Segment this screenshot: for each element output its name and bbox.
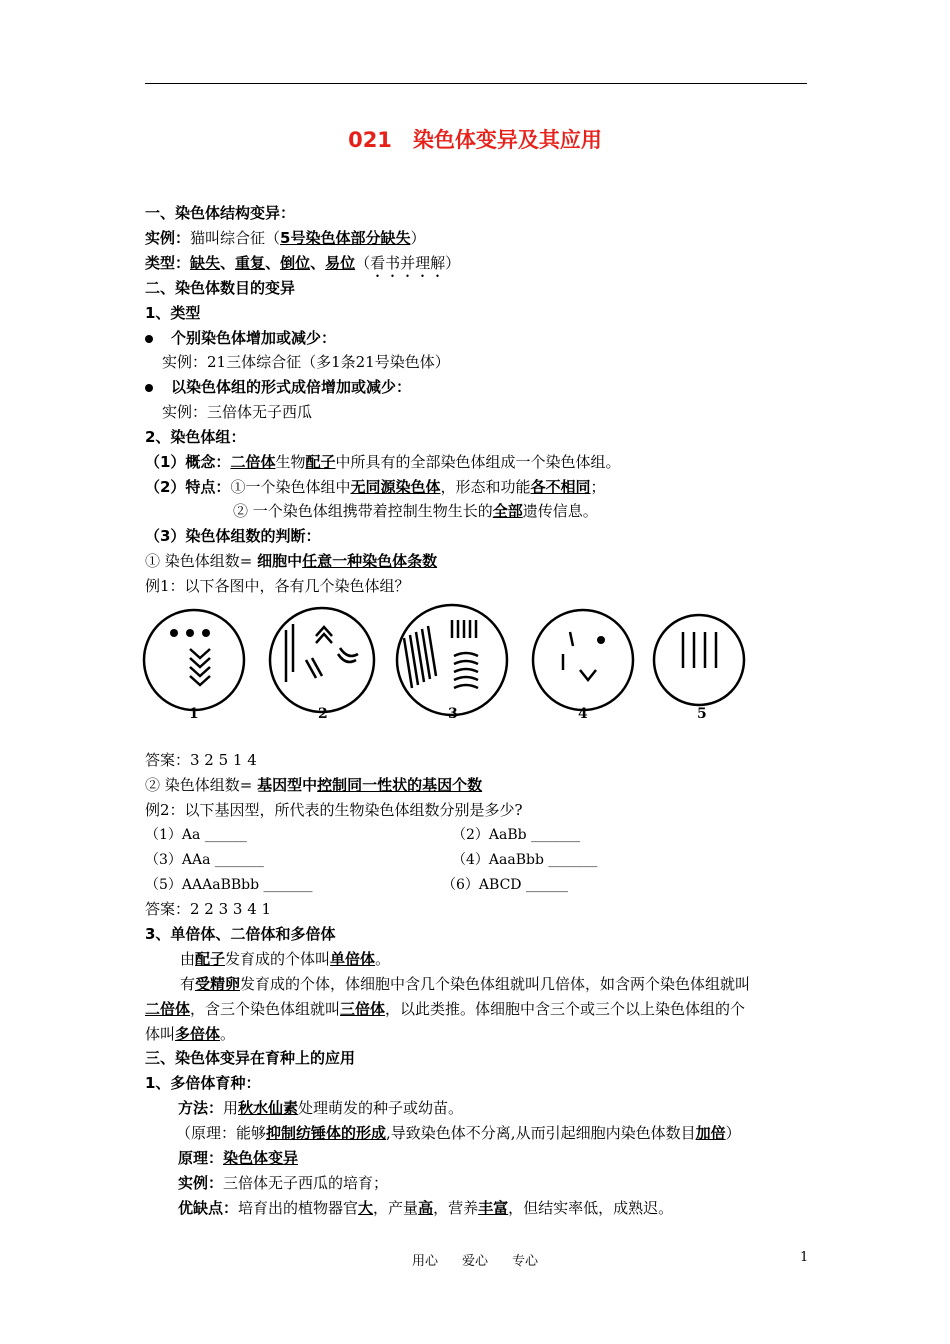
figure-label: 2	[318, 706, 328, 722]
genotype-item: （4）AaaBbb _______	[452, 852, 598, 868]
cell-4-dot	[597, 636, 605, 644]
key-term: 受精卵	[195, 975, 241, 993]
paragraph-line	[145, 999, 745, 1019]
text: ,导致染色体不分离,从而引起细胞内染色体数目	[386, 1124, 696, 1142]
text: 遗传信息。	[522, 502, 598, 520]
cell-2-chromosome	[316, 634, 332, 643]
figure-label: 3	[448, 706, 458, 722]
key-term: 二倍体	[145, 1000, 191, 1018]
page-title: 021 染色体变异及其应用	[348, 128, 602, 152]
key-term: 二倍体	[230, 453, 276, 471]
label: （2）特点：	[145, 478, 231, 496]
genotype-item: （1）Aa ______	[145, 827, 247, 843]
text: ）	[725, 1124, 741, 1142]
text: 由	[180, 950, 196, 968]
bullet-item	[145, 328, 336, 348]
cell-3-chromosome	[454, 677, 478, 680]
bullet-text: 以染色体组的形式成倍增加或减少：	[171, 378, 412, 396]
example-question: 例1：以下各图中，各有几个染色体组？	[145, 577, 410, 595]
footer-word: 用心	[411, 1254, 438, 1269]
bold-text: 细胞中	[257, 552, 303, 570]
cell-4-circle	[533, 610, 633, 710]
separator: 、	[310, 254, 326, 272]
key-term: 配子	[195, 950, 226, 968]
page-number: 1	[800, 1250, 809, 1265]
subheading: 2、染色体组：	[145, 428, 246, 446]
cell-3-chromosome	[454, 669, 478, 672]
text: ，但结实率低，成熟迟。	[508, 1199, 674, 1217]
key-term: 倒位	[280, 254, 311, 272]
key-term: 5号染色体部分缺失	[280, 229, 411, 247]
method-line	[178, 1098, 463, 1118]
text: 培育出的植物器官	[238, 1199, 359, 1217]
text: ② 染色体组数=	[145, 776, 258, 794]
feature-line	[145, 477, 606, 497]
footer-word: 专心	[512, 1254, 539, 1269]
text: 发育成的个体，体细胞中含几个染色体组就叫几倍体，如含两个染色体组就叫	[240, 975, 751, 993]
label: 优缺点：	[178, 1199, 239, 1217]
cell-3-chromosome	[454, 653, 478, 656]
text: ② 一个染色体组携带着控制生物生长的	[233, 502, 493, 520]
text: ；	[590, 478, 606, 496]
section3-heading: 三、染色体变异在育种上的应用	[145, 1049, 356, 1067]
text: 用	[223, 1099, 239, 1117]
key-term: 重复	[235, 254, 266, 272]
paragraph-line	[180, 949, 390, 969]
text: 有	[180, 975, 196, 993]
method-line	[145, 775, 482, 795]
cell-3-chromosome	[454, 685, 478, 688]
key-term: 无同源染色体	[350, 478, 441, 496]
cell-1-chevron	[190, 649, 210, 658]
label: （1）概念：	[145, 453, 231, 471]
bullet-item	[145, 377, 411, 397]
figure-label: 5	[697, 706, 707, 722]
key-term: 高	[418, 1199, 434, 1217]
key-term: 控制同一性状的基因个数	[317, 776, 483, 794]
key-term: 多倍体	[175, 1025, 221, 1043]
text: ，营养	[433, 1199, 479, 1217]
text: ）	[445, 254, 461, 272]
genotype-item: （2）AaBb _______	[452, 827, 581, 843]
cell-2-chromosome	[340, 648, 358, 656]
cell-1-dot	[202, 629, 210, 637]
subheading: 1、类型	[145, 304, 201, 322]
header-rule	[145, 83, 807, 84]
text: 。	[375, 950, 391, 968]
cell-5-circle	[654, 615, 744, 705]
text: （	[355, 254, 371, 272]
s1-types-line	[145, 253, 460, 281]
text: （原理：能够	[176, 1124, 267, 1142]
paragraph-line	[180, 974, 750, 994]
answer-2: 答案：2 2 3 3 4 1	[145, 900, 272, 918]
key-term: 易位	[325, 254, 356, 272]
key-term: 加倍	[695, 1124, 726, 1142]
footer-word: 爱心	[461, 1254, 488, 1269]
principle-line	[178, 1148, 298, 1168]
section1-heading: 一、染色体结构变异：	[145, 204, 296, 222]
key-term: 缺失	[190, 254, 221, 272]
genotype-item: （3）AAa _______	[145, 852, 264, 868]
method-line	[145, 551, 437, 571]
key-term: 各不相同	[530, 478, 591, 496]
example-line	[178, 1173, 388, 1193]
text: ）	[410, 229, 426, 247]
text: 发育成的个体叫	[225, 950, 331, 968]
cell-4-chromosome	[570, 632, 573, 646]
key-term: 三倍体	[340, 1000, 386, 1018]
separator: 、	[220, 254, 236, 272]
figure-label: 1	[189, 706, 199, 722]
feature-line-2	[233, 501, 598, 521]
genotype-item: （5）AAAaBBbb _______	[145, 877, 313, 893]
label: 类型：	[145, 254, 191, 272]
bullet-icon	[145, 335, 153, 343]
cell-1-dot	[170, 629, 178, 637]
proscons-line	[178, 1198, 673, 1218]
separator: 、	[265, 254, 281, 272]
key-term: 任意一种染色体条数	[302, 552, 438, 570]
bullet-example: 实例：三倍体无子西瓜	[162, 403, 313, 421]
key-term: 配子	[305, 453, 336, 471]
subheading: 3、单倍体、二倍体和多倍体	[145, 925, 336, 943]
label: 原理：	[178, 1149, 224, 1167]
label: 实例：	[178, 1174, 224, 1192]
key-term: 单倍体	[330, 950, 376, 968]
s1-example-line	[145, 228, 426, 248]
text: 处理萌发的种子或幼苗。	[298, 1099, 464, 1117]
bullet-example: 实例：21三体综合征（多1条21号染色体）	[162, 353, 450, 371]
figure-label: 4	[578, 706, 588, 722]
text: 猫叫综合征（	[190, 229, 281, 247]
emphasis-note: 看书并理解	[370, 254, 446, 272]
text: 中所具有的全部染色体组成一个染色体组。	[335, 453, 621, 471]
key-term: 大	[358, 1199, 374, 1217]
text: ① 染色体组数=	[145, 552, 258, 570]
note-line	[176, 1123, 741, 1143]
answer-1: 答案：3 2 5 1 4	[145, 751, 257, 769]
subheading: （3）染色体组数的判断：	[145, 527, 321, 545]
text: ①一个染色体组中	[230, 478, 351, 496]
label: 实例：	[145, 229, 191, 247]
text: ，以此类推。体细胞中含三个或三个以上染色体组的个	[385, 1000, 746, 1018]
example-question: 例2：以下基因型，所代表的生物染色体组数分别是多少?	[145, 801, 523, 819]
text: 。	[220, 1025, 236, 1043]
bullet-text: 个别染色体增加或减少：	[171, 329, 337, 347]
label: 方法：	[178, 1099, 224, 1117]
genotype-item: （6）ABCD ______	[442, 877, 568, 893]
key-term: 抑制纺锤体的形成	[266, 1124, 387, 1142]
key-term: 全部	[492, 502, 523, 520]
cell-4-chromosome	[580, 670, 596, 680]
cell-1-dot	[186, 629, 194, 637]
text: ，含三个染色体组就叫	[190, 1000, 341, 1018]
bold-text: 基因型中	[257, 776, 318, 794]
cell-3-chromosome	[454, 661, 478, 664]
text: 生物	[275, 453, 306, 471]
text: 三倍体无子西瓜的培育；	[223, 1174, 389, 1192]
section2-heading: 二、染色体数目的变异	[145, 279, 296, 297]
subheading: 1、多倍体育种：	[145, 1074, 261, 1092]
key-term: 秋水仙素	[238, 1099, 299, 1117]
key-term: 丰富	[478, 1199, 509, 1217]
concept-line	[145, 452, 621, 472]
paragraph-line	[145, 1024, 235, 1044]
text: ，产量	[373, 1199, 419, 1217]
text: ，形态和功能	[440, 478, 531, 496]
bullet-icon	[145, 384, 153, 392]
text: 体叫	[145, 1025, 176, 1043]
key-term: 染色体变异	[223, 1149, 299, 1167]
